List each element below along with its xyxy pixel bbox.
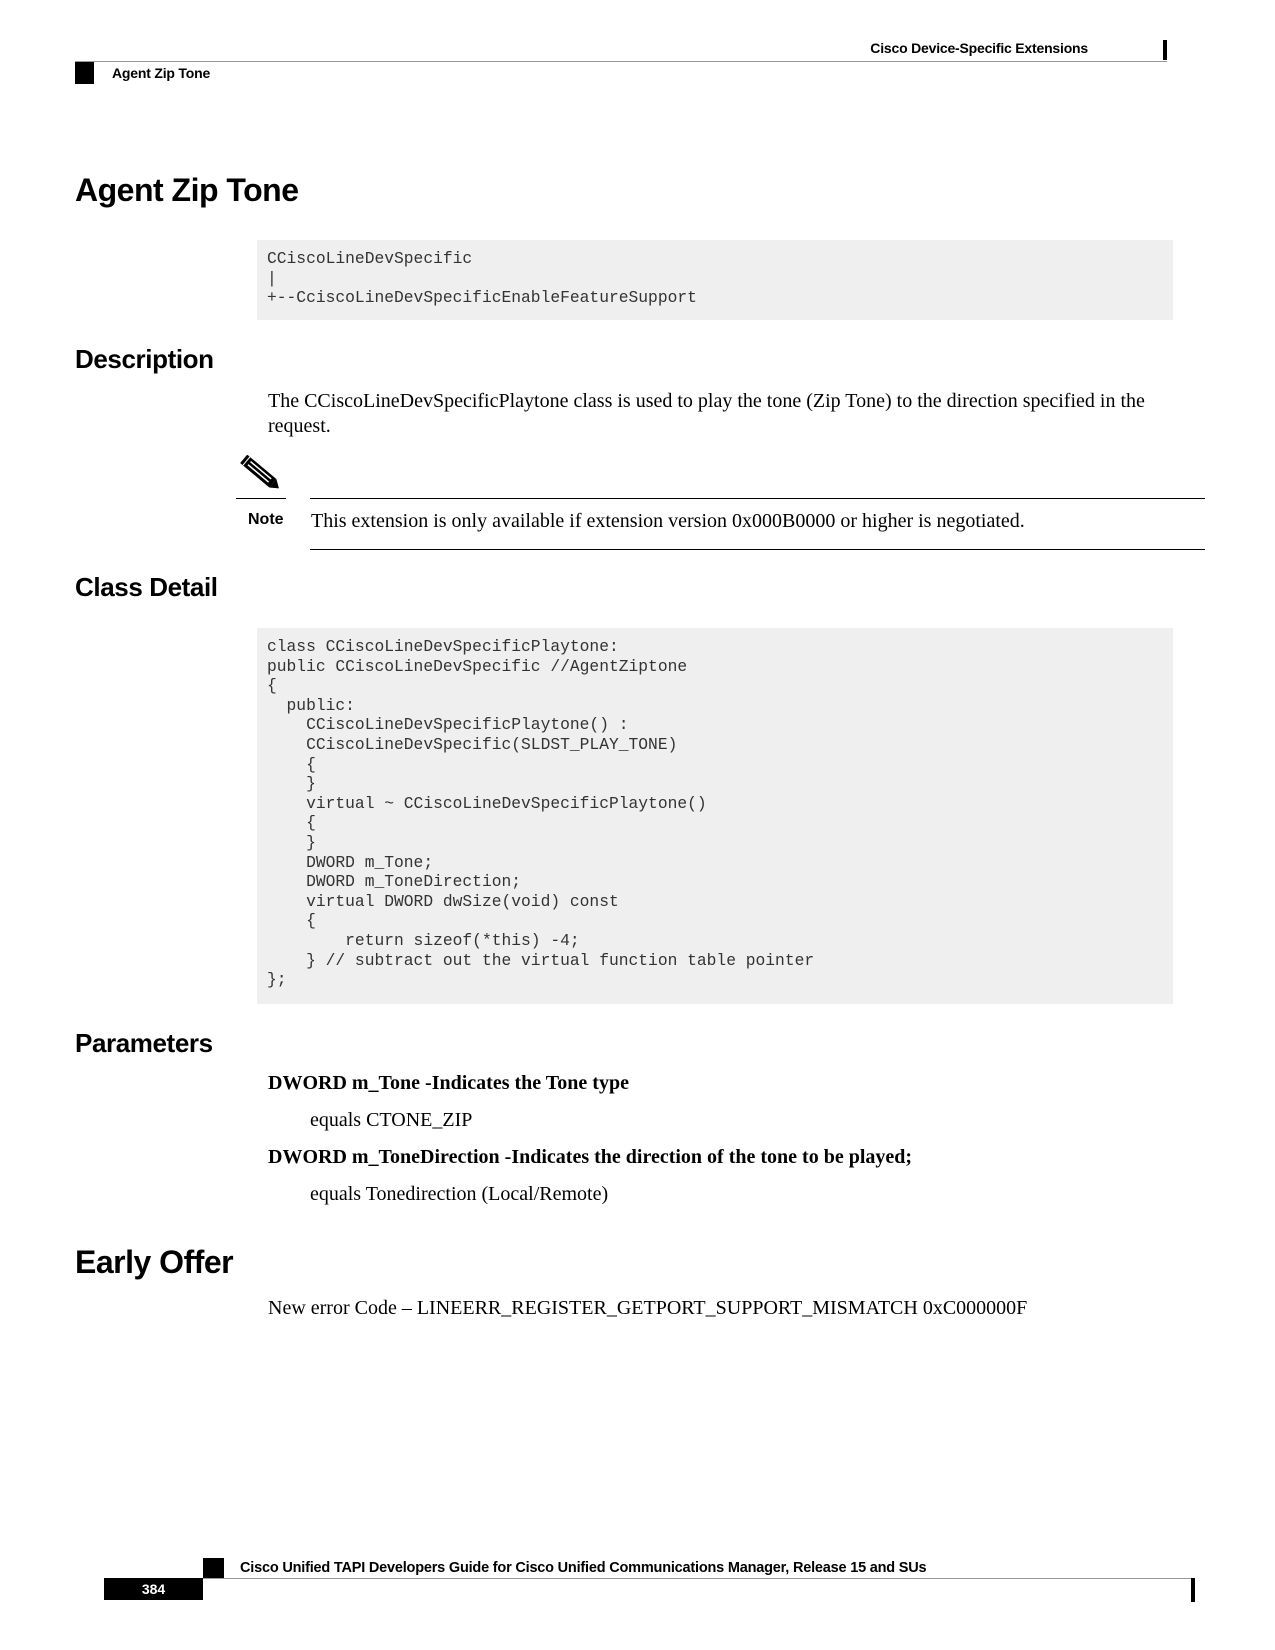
page-number: 384 (104, 1578, 203, 1600)
parameter-name: DWORD m_Tone -Indicates the Tone type (268, 1072, 629, 1094)
class-hierarchy-code: CCiscoLineDevSpecific | +--CciscoLineDevSpecificEnableFeatureSupport (257, 240, 1173, 320)
note-label: Note (248, 511, 284, 528)
parameters-heading: Parameters (75, 1028, 213, 1058)
early-offer-heading: Early Offer (75, 1244, 234, 1280)
footer-bar-marker (1191, 1578, 1195, 1602)
header-bar-marker (1163, 40, 1167, 60)
early-offer-text: New error Code – LINEERR_REGISTER_GETPORT_SUPPORT_MISMATCH 0xC000000F (268, 1297, 1028, 1319)
running-header-chapter: Cisco Device-Specific Extensions (870, 40, 1088, 56)
parameter-description: equals Tonedirection (Local/Remote) (310, 1183, 609, 1205)
header-rule (75, 61, 1167, 62)
header-block-marker (75, 62, 94, 84)
pencil-note-icon (238, 455, 284, 493)
footer-rule (203, 1578, 1193, 1579)
description-text: The CCiscoLineDevSpecificPlaytone class is used to play the tone (Zip Tone) to the direction specified in the request. (268, 390, 1145, 437)
footer-book-title: Cisco Unified TAPI Developers Guide for Cisco Unified Communications Manager, Release 15 and SUs (240, 1560, 927, 1576)
footer-block-marker (203, 1558, 224, 1578)
note-rule-top (310, 498, 1205, 499)
page-title: Agent Zip Tone (75, 172, 299, 208)
parameter-name: DWORD m_ToneDirection -Indicates the direction of the tone to be played; (268, 1146, 913, 1168)
class-detail-code: class CCiscoLineDevSpecificPlaytone: public CCiscoLineDevSpecific //AgentZiptone { public: CCiscoLineDevSpecificPlaytone() : CCiscoLineDevSpecific(SLDST_PLAY_TONE) { } virtual ~ CCiscoLineDevSpecificPlaytone() { } DWORD m_Tone; DWORD m_ToneDirection; virtual DWORD dwSize(void) const { return sizeof(*this) -4; } // subtract out the virtual function table pointer }; (257, 628, 1173, 1004)
description-heading: Description (75, 344, 214, 374)
parameter-description: equals CTONE_ZIP (310, 1109, 473, 1131)
note-text: This extension is only available if extension version 0x000B0000 or higher is negotiated. (311, 510, 1025, 532)
running-header-section: Agent Zip Tone (112, 65, 211, 81)
note-rule-short (236, 498, 286, 499)
note-rule-bottom (310, 549, 1205, 550)
class-detail-heading: Class Detail (75, 572, 218, 602)
